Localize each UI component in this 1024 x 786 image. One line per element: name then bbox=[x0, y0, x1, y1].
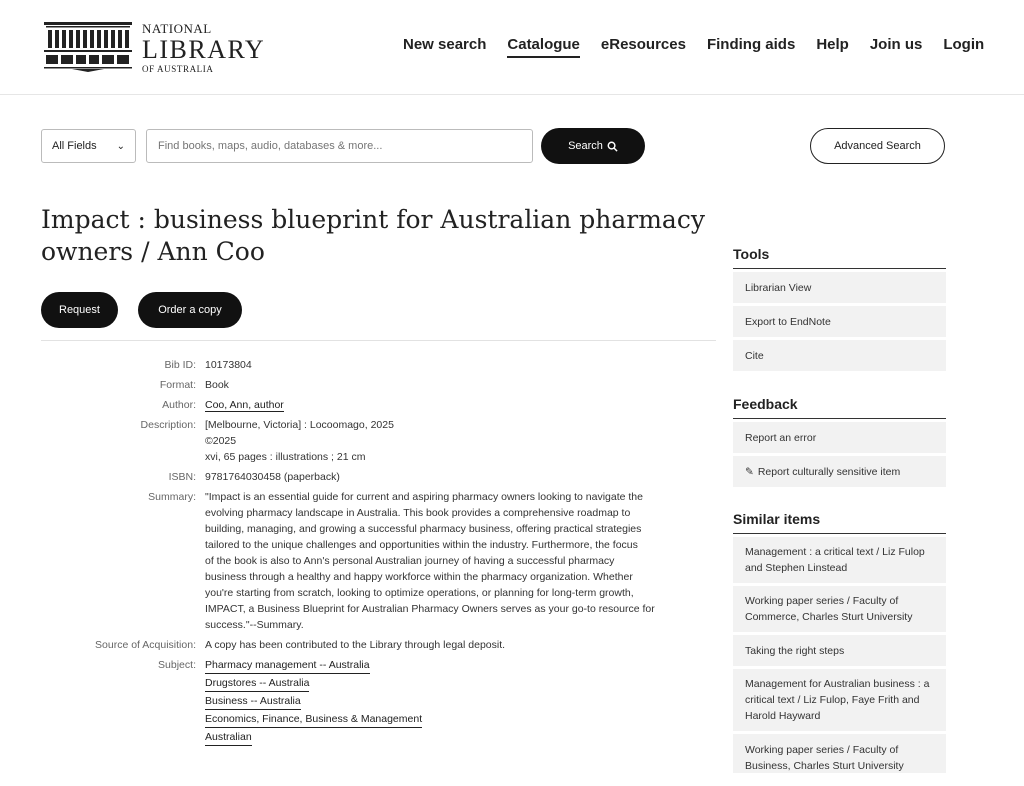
summary-line: evolving pharmacy landscape in Australia. This book provides a comprehensive roadmap to bbox=[205, 507, 631, 519]
subject-link[interactable]: Business -- Australia bbox=[205, 693, 301, 710]
similar-item[interactable]: Working paper series / Faculty of Commerce, Charles Sturt University bbox=[733, 586, 946, 632]
search-input[interactable] bbox=[146, 129, 533, 163]
format-row bbox=[41, 377, 716, 393]
summary-line: IMPACT, a Business Blueprint for Australian Pharmacy Owners serves as your go-to resource for bbox=[205, 603, 655, 615]
summary-line: building, managing, and growing a successful pharmacy business, offering practical strategies bbox=[205, 523, 642, 535]
similar-item[interactable]: Management : a critical text / Liz Fulop and Stephen Linstead bbox=[733, 537, 946, 583]
tools-heading: Tools bbox=[733, 246, 946, 269]
feedback-heading: Feedback bbox=[733, 396, 946, 419]
report-sensitive-link[interactable] bbox=[733, 456, 946, 487]
pencil-icon: ✎ bbox=[745, 465, 754, 478]
logo-line-library: LIBRARY bbox=[142, 35, 266, 64]
similar-item[interactable]: Taking the right steps bbox=[733, 635, 946, 666]
summary-line: "Impact is an essential guide for current and aspiring pharmacy owners looking to navigate the bbox=[205, 491, 643, 503]
nla-logo[interactable] bbox=[42, 20, 266, 74]
summary-line: tailored to the unique challenges and opportunities within the industry. Furthermore, the focus bbox=[205, 539, 638, 551]
nav-new-search[interactable]: New search bbox=[403, 36, 487, 53]
main-nav bbox=[403, 36, 984, 58]
order-copy-button[interactable]: Order a copy bbox=[138, 292, 242, 328]
bib-id-row bbox=[41, 357, 716, 373]
advanced-search-button[interactable]: Advanced Search bbox=[810, 128, 945, 164]
record-details bbox=[41, 357, 716, 747]
subject-link[interactable]: Pharmacy management -- Australia bbox=[205, 657, 370, 674]
summary-line: of the book is also to Ann's personal Australian journey of having a successful pharmacy bbox=[205, 555, 615, 567]
library-building-icon bbox=[42, 20, 134, 72]
bib-id-label: Bib ID: bbox=[164, 359, 196, 371]
site-header bbox=[0, 0, 1024, 95]
subject-row bbox=[41, 657, 716, 747]
summary-line: business through a healthy and happy workforce within the pharmacy organization. Whether bbox=[205, 571, 633, 583]
summary-row bbox=[41, 489, 716, 633]
description-label: Description: bbox=[140, 419, 196, 431]
search-button[interactable] bbox=[541, 128, 645, 164]
request-button[interactable]: Request bbox=[41, 292, 118, 328]
source-value: A copy has been contributed to the Library through legal deposit. bbox=[205, 639, 506, 651]
feedback-panel bbox=[733, 396, 946, 487]
divider bbox=[41, 340, 716, 341]
logo-wordmark bbox=[142, 22, 265, 74]
report-sensitive-label: Report culturally sensitive item bbox=[757, 465, 901, 478]
record-title: Impact : business blueprint for Australian pharmacy owners / Ann Coo bbox=[41, 205, 705, 266]
subject-label: Subject: bbox=[158, 659, 196, 671]
isbn-row bbox=[41, 469, 716, 485]
chevron-down-icon: ⌄ bbox=[116, 141, 125, 152]
tools-panel bbox=[733, 246, 946, 371]
source-label: Source of Acquisition: bbox=[95, 639, 196, 651]
author-label: Author: bbox=[162, 399, 196, 411]
summary-line: you're starting from scratch, looking to optimize operations, or planning for long-term growth, bbox=[205, 587, 634, 599]
description-row bbox=[41, 417, 716, 465]
nav-eresources[interactable]: eResources bbox=[600, 36, 686, 53]
tool-cite[interactable]: Cite bbox=[733, 340, 946, 371]
tool-export-endnote[interactable]: Export to EndNote bbox=[733, 306, 946, 337]
similar-items-heading: Similar items bbox=[733, 511, 946, 534]
search-field-select[interactable] bbox=[41, 129, 136, 163]
description-line: [Melbourne, Victoria] : Locoomago, 2025 bbox=[205, 419, 394, 431]
nav-join-us[interactable]: Join us bbox=[869, 36, 923, 53]
similar-item[interactable]: Working paper series / Faculty of Business, Charles Sturt University bbox=[733, 734, 946, 773]
summary-line: success."--Summary. bbox=[205, 619, 304, 631]
summary-label: Summary: bbox=[148, 491, 196, 503]
nav-finding-aids[interactable]: Finding aids bbox=[706, 36, 796, 53]
subject-link[interactable]: Australian bbox=[205, 729, 252, 746]
format-value: Book bbox=[205, 379, 229, 391]
tool-librarian-view[interactable]: Librarian View bbox=[733, 272, 946, 303]
search-field-select-value: All Fields bbox=[52, 140, 97, 152]
subject-link[interactable]: Drugstores -- Australia bbox=[205, 675, 309, 692]
similar-items-panel bbox=[733, 511, 946, 773]
format-label: Format: bbox=[159, 379, 196, 391]
author-link[interactable]: Coo, Ann, author bbox=[205, 399, 284, 411]
description-line: xvi, 65 pages : illustrations ; 21 cm bbox=[205, 451, 366, 463]
author-row bbox=[41, 397, 716, 413]
isbn-value: 9781764030458 (paperback) bbox=[205, 471, 340, 483]
description-line: ©2025 bbox=[205, 435, 237, 447]
subject-link[interactable]: Economics, Finance, Business & Management bbox=[205, 711, 422, 728]
report-error-link[interactable]: Report an error bbox=[733, 422, 946, 453]
nav-login[interactable]: Login bbox=[943, 36, 985, 53]
similar-item[interactable]: Management for Australian business : a critical text / Liz Fulop, Faye Frith and Harold Hayward bbox=[733, 669, 946, 731]
bib-id-value: 10173804 bbox=[205, 359, 252, 371]
search-icon bbox=[607, 141, 618, 152]
logo-line-national: NATIONAL bbox=[142, 21, 212, 36]
source-row bbox=[41, 637, 716, 653]
logo-line-australia: OF AUSTRALIA bbox=[142, 64, 214, 74]
nav-help[interactable]: Help bbox=[816, 36, 849, 53]
isbn-label: ISBN: bbox=[168, 471, 196, 483]
nav-catalogue[interactable]: Catalogue bbox=[507, 36, 580, 58]
search-button-label: Search bbox=[568, 140, 603, 152]
